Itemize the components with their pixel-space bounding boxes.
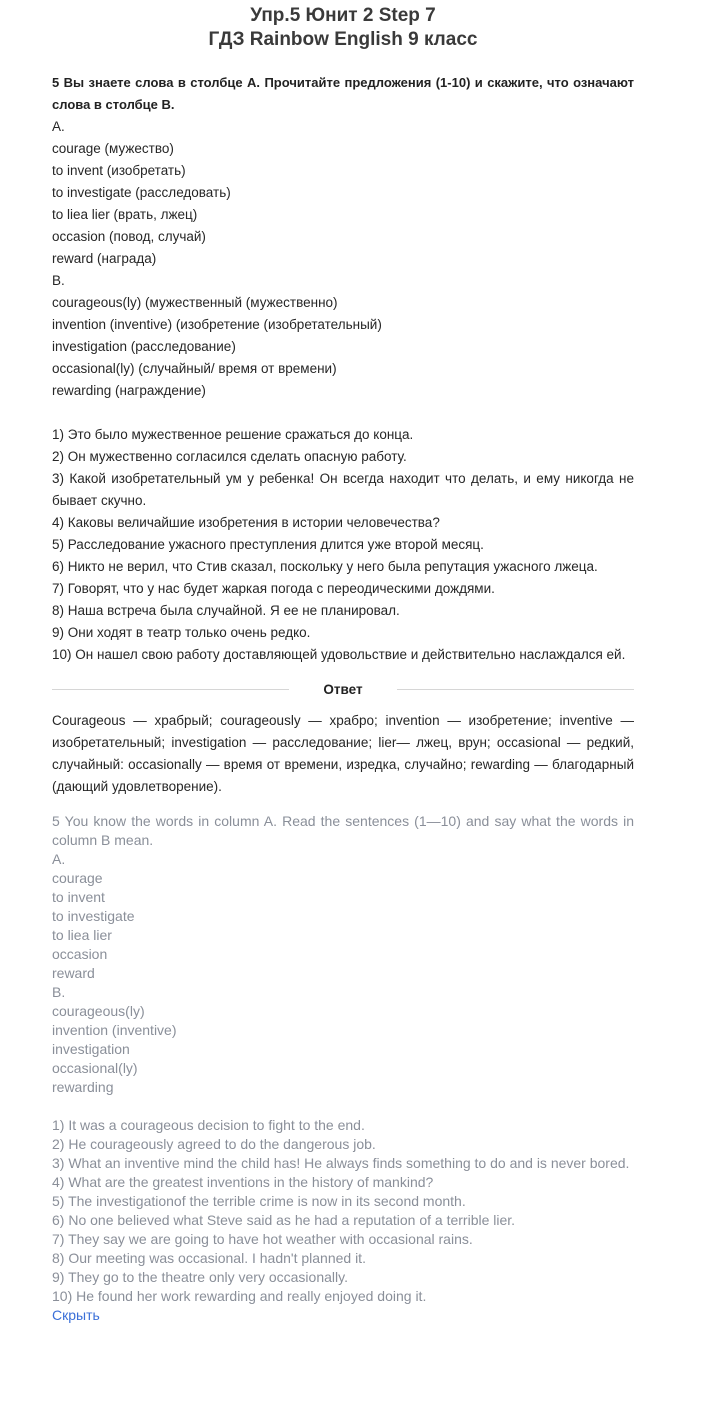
ru-sentence: 10) Он нашел свою работу доставляющей удовольствие и действительно наслаждался ей.: [52, 647, 626, 662]
title-line-1: Упр.5 Юнит 2 Step 7: [250, 5, 436, 26]
ru-sentence: 4) Каковы величайшие изобретения в истории человечества?: [52, 515, 440, 530]
ru-sentence: 1) Это было мужественное решение сражаться до конца.: [52, 427, 414, 442]
answer-text: Courageous — храбрый; courageously — храбро; invention — изобретение; inventive — изобретательный; investigation — расследование; lier— лжец, врун; occasional — редкий, случайный: occasionally — время от времени, изредка, случайно; rewarding — благодарный (дающий удовлетворение).: [52, 713, 634, 794]
en-column-item: invention (inventive): [52, 1022, 177, 1038]
ru-sentence: 7) Говорят, что у нас будет жаркая погода с переодическими дождями.: [52, 581, 495, 596]
en-column-item: B.: [52, 984, 66, 1000]
ru-column-item: reward (награда): [52, 251, 157, 266]
ru-column-item: to investigate (расследовать): [52, 185, 231, 200]
en-sentence: 8) Our meeting was occasional. I hadn't planned it.: [52, 1250, 366, 1266]
en-sentence: 5) The investigationof the terrible crime is now in its second month.: [52, 1193, 466, 1209]
ru-sentence: 2) Он мужественно согласился сделать опасную работу.: [52, 449, 407, 464]
en-column-item: courageous(ly): [52, 1003, 145, 1019]
ru-sentences-list: [52, 424, 634, 666]
ru-sentence: 3) Какой изобретательный ум у ребенка! Он всегда находит что делать, и ему никогда не бывает скучно.: [52, 471, 634, 508]
en-column-item: to investigate: [52, 908, 135, 924]
en-column-item: investigation: [52, 1041, 130, 1057]
task-heading-en: 5 You know the words in column A. Read the sentences (1—10) and say what the words in column B mean.: [52, 813, 634, 848]
en-column-item: occasion: [52, 946, 108, 962]
en-sentence: 10) He found her work rewarding and really enjoyed doing it.: [52, 1288, 427, 1304]
russian-section: [52, 116, 634, 666]
task-heading-ru: 5 Вы знаете слова в столбце А. Прочитайте предложения (1-10) и скажите, что означают слова в столбце В.: [52, 75, 634, 112]
en-columns-list: [52, 850, 634, 1097]
answer-label: Ответ: [323, 681, 363, 697]
ru-sentence: 9) Они ходят в театр только очень редко.: [52, 625, 311, 640]
ru-column-item: A.: [52, 119, 65, 134]
ru-column-item: courageous(ly) (мужественный (мужественно): [52, 295, 338, 310]
ru-column-item: occasional(ly) (случайный/ время от времени): [52, 361, 337, 376]
page-title: [52, 4, 634, 52]
en-column-item: A.: [52, 851, 66, 867]
en-sentence: 7) They say we are going to have hot weather with occasional rains.: [52, 1231, 473, 1247]
en-sentence: 9) They go to the theatre only very occasionally.: [52, 1269, 348, 1285]
en-column-item: courage: [52, 870, 103, 886]
en-sentence: 2) He courageously agreed to do the dangerous job.: [52, 1136, 376, 1152]
en-sentence: 3) What an inventive mind the child has! He always finds something to do and is never bored.: [52, 1155, 630, 1171]
ru-column-item: B.: [52, 273, 65, 288]
en-column-item: occasional(ly): [52, 1060, 138, 1076]
ru-column-item: to liea lier (врать, лжец): [52, 207, 198, 222]
english-section: [52, 812, 634, 1325]
ru-column-item: courage (мужество): [52, 141, 174, 156]
en-sentence: 1) It was a courageous decision to fight to the end.: [52, 1117, 365, 1133]
ru-sentence: 5) Расследование ужасного преступления длится уже второй месяц.: [52, 537, 484, 552]
en-column-item: rewarding: [52, 1079, 114, 1095]
divider-line-right: [397, 689, 634, 690]
document-page: [52, 0, 634, 1325]
answer-divider: [52, 678, 634, 700]
title-line-2: ГДЗ Rainbow English 9 класс: [208, 29, 478, 50]
ru-column-item: investigation (расследование): [52, 339, 236, 354]
ru-sentence: 6) Никто не верил, что Стив сказал, поскольку у него была репутация ужасного лжеца.: [52, 559, 598, 574]
en-sentence: 6) No one believed what Steve said as he had a reputation of a terrible lier.: [52, 1212, 516, 1228]
ru-sentence: 8) Наша встреча была случайной. Я ее не планировал.: [52, 603, 400, 618]
en-sentences-list: [52, 1116, 634, 1306]
ru-column-item: invention (inventive) (изобретение (изобретательный): [52, 317, 382, 332]
en-column-item: to invent: [52, 889, 105, 905]
en-column-item: to liea lier: [52, 927, 112, 943]
ru-column-item: rewarding (награждение): [52, 383, 206, 398]
ru-column-item: occasion (повод, случай): [52, 229, 206, 244]
divider-line-left: [52, 689, 289, 690]
en-column-item: reward: [52, 965, 95, 981]
hide-link[interactable]: Скрыть: [52, 1307, 100, 1323]
ru-column-item: to invent (изобретать): [52, 163, 186, 178]
ru-columns-list: [52, 116, 634, 402]
en-sentence: 4) What are the greatest inventions in the history of mankind?: [52, 1174, 434, 1190]
